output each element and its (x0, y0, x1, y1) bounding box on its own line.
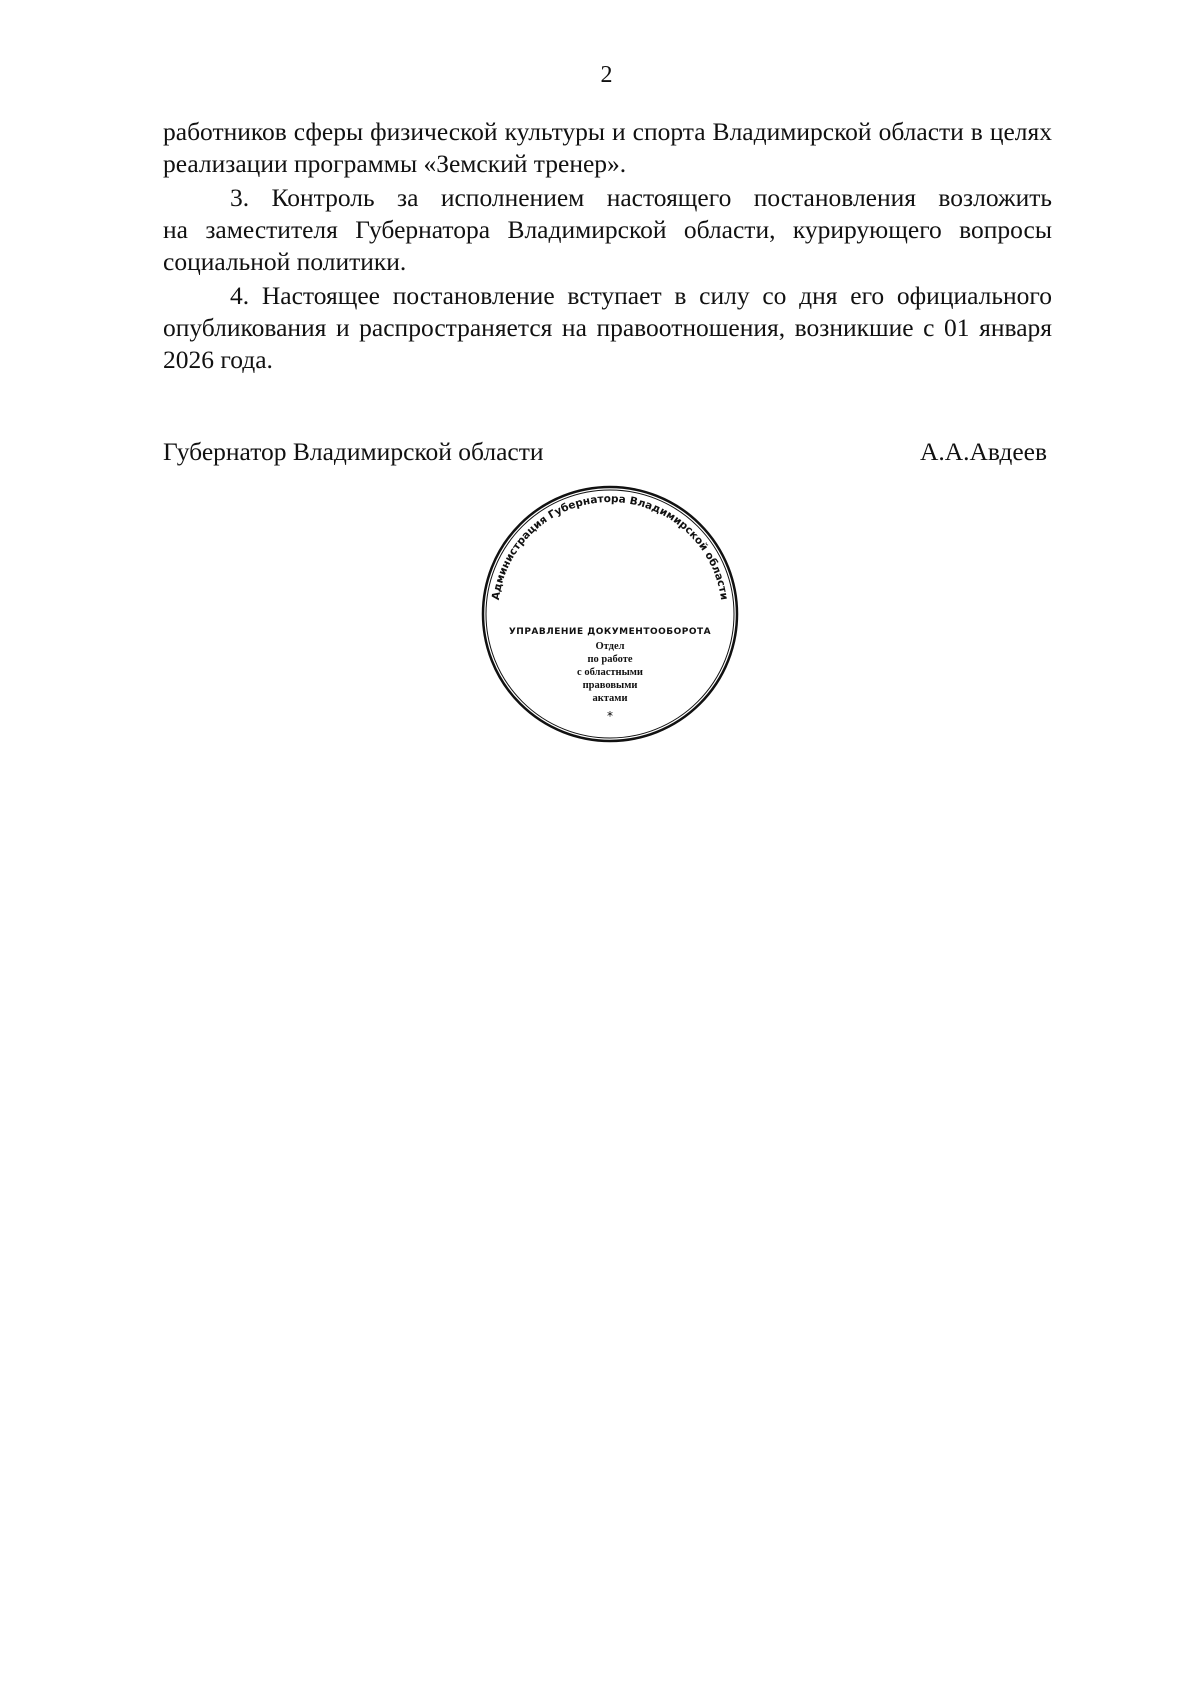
page-number: 2 (600, 62, 613, 88)
stamp-center-line: с областными (577, 667, 643, 678)
stamp-center-line: правовыми (582, 680, 638, 691)
paragraph-line: 4. Настоящее постановление вступает в силу со дня его официального (230, 281, 1052, 310)
paragraph-line: реализации программы «Земский тренер». (163, 149, 627, 178)
stamp-center-line: по работе (587, 654, 633, 665)
signatory-position: Губернатор Владимирской области (163, 437, 544, 466)
stamp-star-icon: * (607, 709, 613, 723)
official-stamp (480, 484, 740, 744)
paragraph-line: на заместителя Губернатора Владимирской области, курирующего вопросы (163, 215, 1052, 244)
stamp-center-line: актами (592, 693, 628, 704)
paragraph-line: 2026 года. (163, 345, 273, 374)
stamp-inner-ring-text: УПРАВЛЕНИЕ ДОКУМЕНТООБОРОТА (508, 627, 712, 637)
stamp-outer-ring-text: Администрация Губернатора Владимирской области (489, 492, 731, 601)
paragraph-line: работников сферы физической культуры и спорта Владимирской области в целях (163, 117, 1052, 146)
paragraph-line: социальной политики. (163, 247, 407, 276)
paragraph-line: опубликования и распространяется на правоотношения, возникшие с 01 января (163, 313, 1052, 342)
paragraph-line: 3. Контроль за исполнением настоящего постановления возложить (230, 183, 1052, 212)
stamp-center-line: Отдел (595, 641, 625, 652)
svg-text:Администрация Губернатора Влад (490, 493, 730, 601)
signatory-name: А.А.Авдеев (919, 437, 1047, 466)
